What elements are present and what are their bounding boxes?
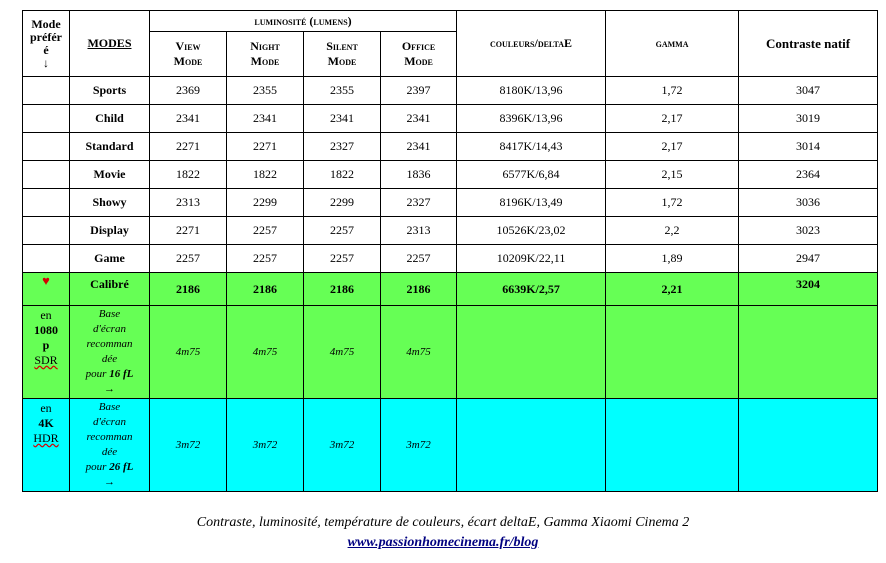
contraste-header: Contraste natif xyxy=(739,11,878,77)
table-row: Game 2257 2257 2257 2257 10209K/22,11 1,89 2947 xyxy=(23,245,878,273)
caption: Contraste, luminosité, température de couleurs, écart deltaE, Gamma Xiaomi Cinema 2 xyxy=(196,515,690,530)
silent-mode-header: Silent Mode xyxy=(304,32,381,77)
table-row: Sports 2369 2355 2355 2397 8180K/13,96 1,72 3047 xyxy=(23,77,878,105)
hdr-row: en 4K HDR Base d'écran recomman dée pour 26 fL → 3m72 3m72 3m72 3m72 xyxy=(23,399,878,492)
sdr-note: Base d'écran recomman dée pour 16 fL → xyxy=(70,306,150,399)
heart-icon: ♥ xyxy=(42,273,50,288)
calibre-row: ♥ Calibré 2186 2186 2186 2186 6639K/2,57 2,21 3204 xyxy=(23,273,878,306)
table-row: Movie 1822 1822 1822 1836 6577K/6,84 2,15 2364 xyxy=(23,161,878,189)
view-mode-header: View Mode xyxy=(150,32,227,77)
gamma-header: gamma xyxy=(606,11,739,77)
luminosite-header: luminosité (lumens) xyxy=(150,11,457,32)
pref-mode-header: Mode préfér é ↓ xyxy=(23,11,70,77)
table-row: Display 2271 2257 2257 2313 10526K/23,02 2,2 3023 xyxy=(23,217,878,245)
table-row: Standard 2271 2271 2327 2341 8417K/14,43 2,17 3014 xyxy=(23,133,878,161)
night-mode-header: Night Mode xyxy=(227,32,304,77)
blog-link[interactable]: www.passionhomecinema.fr/blog xyxy=(347,535,539,550)
modes-header: MODES xyxy=(70,11,150,77)
comparison-table xyxy=(22,10,878,492)
hdr-note: Base d'écran recomman dée pour 26 fL → xyxy=(70,399,150,492)
office-mode-header: Office Mode xyxy=(381,32,457,77)
table-row: Child 2341 2341 2341 2341 8396K/13,96 2,17 3019 xyxy=(23,105,878,133)
table-row: Showy 2313 2299 2299 2327 8196K/13,49 1,72 3036 xyxy=(23,189,878,217)
couleurs-header: couleurs/deltaE xyxy=(457,11,606,77)
sdr-row: en 1080 p SDR Base d'écran recomman dée pour 16 fL → 4m75 4m75 4m75 4m75 xyxy=(23,306,878,399)
